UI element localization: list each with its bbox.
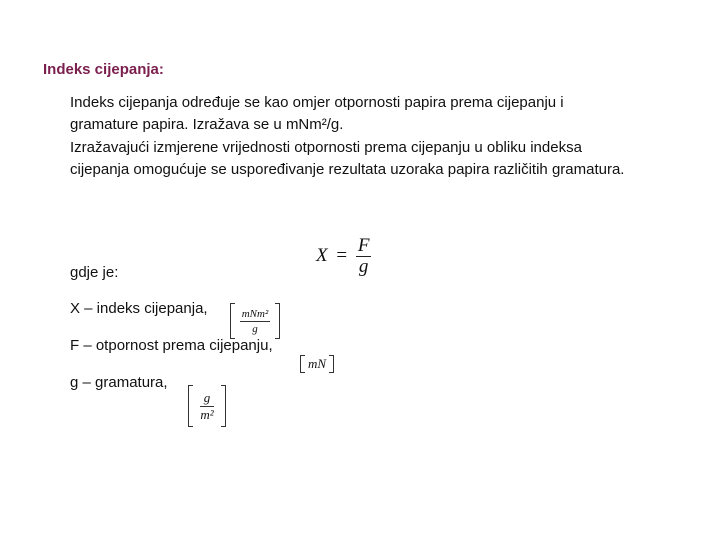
unit-x (230, 303, 280, 339)
formula-fraction (356, 236, 372, 277)
paragraph-line: gramature papira. Izražava se u mNm²/g. (70, 116, 344, 133)
paragraph-line: Izražavajući izmjerene vrijednosti otpornosti prema cijepanju u obliku indeksa (70, 139, 582, 156)
unit-numerator: mNm² (241, 307, 269, 320)
paragraph-line: cijepanja omogućuje se uspoređivanje rezultata uzoraka papira različitih gramatura. (70, 161, 625, 178)
unit-numerator: g (200, 390, 213, 407)
paragraph-explanation (70, 137, 624, 181)
unit-g (188, 385, 226, 427)
unit-denominator: m² (200, 406, 214, 422)
definition-g: g – gramatura, (70, 374, 168, 391)
formula-lhs: X (316, 244, 328, 266)
unit-denominator: g (252, 322, 258, 335)
paragraph-definition (70, 92, 564, 136)
unit-f (300, 355, 334, 373)
formula-equals: = (336, 244, 348, 266)
paragraph-line: Indeks cijepanja određuje se kao omjer otpornosti papira prema cijepanju i (70, 94, 564, 111)
formula-numerator: F (357, 235, 370, 256)
formula-denominator: g (358, 256, 369, 277)
unit-text: mN (307, 356, 327, 371)
definition-x: X – indeks cijepanja, (70, 300, 208, 317)
definition-f: F – otpornost prema cijepanju, (70, 337, 273, 354)
section-heading: Indeks cijepanja: (43, 61, 164, 78)
where-label: gdje je: (70, 264, 119, 281)
tear-index-formula (316, 236, 371, 277)
